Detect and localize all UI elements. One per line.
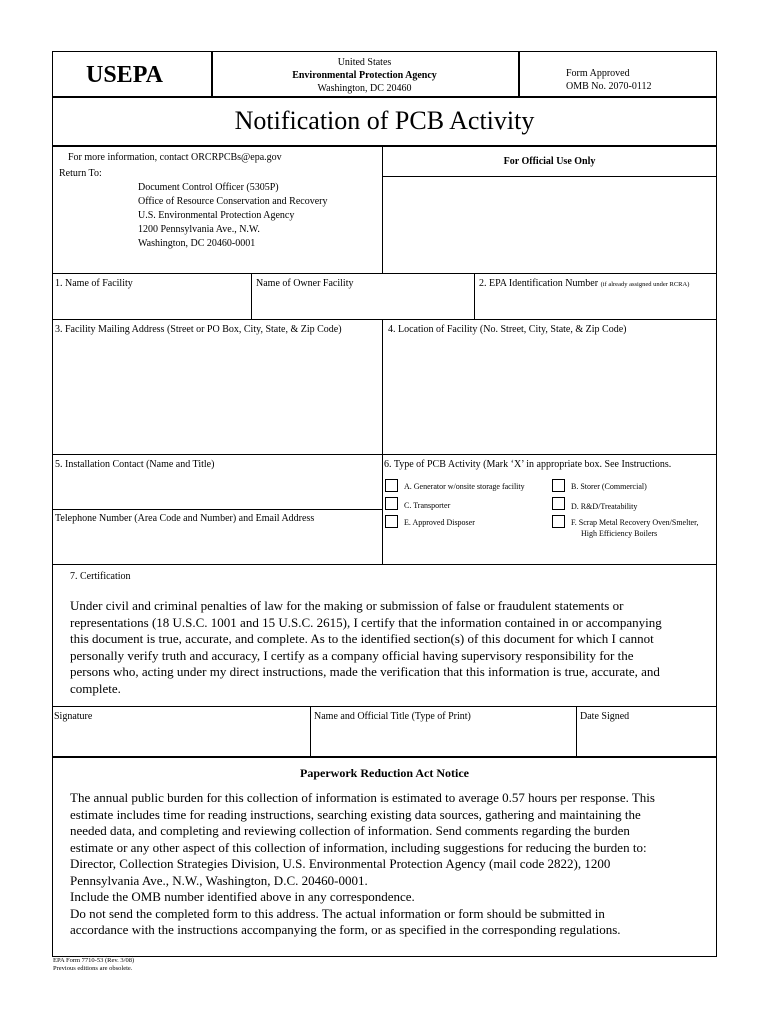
address-line: Document Control Officer (5305P) bbox=[138, 182, 279, 193]
address-line: U.S. Environmental Protection Agency bbox=[138, 210, 295, 221]
certification-line: this document is true, accurate, and complete. As to the identified section(s) of this document for which I cannot bbox=[70, 631, 654, 646]
certification-line: representations (18 U.S.C. 1001 and 15 U.S.C. 2615), I certify that the information contained in or accompanying bbox=[70, 614, 662, 630]
signature-top-rule bbox=[52, 706, 717, 707]
facility-name-label: 1. Name of Facility bbox=[55, 278, 133, 289]
page-title: Notification of PCB Activity bbox=[234, 106, 535, 135]
name-title-label: Name and Official Title (Type of Print) bbox=[314, 711, 471, 722]
certification-heading: 7. Certification bbox=[70, 571, 131, 582]
activity-e-checkbox[interactable] bbox=[385, 515, 398, 528]
activity-f-checkbox[interactable] bbox=[552, 515, 565, 528]
epa-id-field[interactable] bbox=[476, 292, 715, 318]
activity-f-label-line2: High Efficiency Boilers bbox=[581, 529, 658, 538]
form-approved-label: Form Approved bbox=[566, 68, 630, 79]
title-bottom-rule bbox=[52, 145, 717, 147]
paperwork-line: estimate or any other aspect of this collection of information, including suggestions for reducing the burden to: bbox=[70, 839, 647, 855]
paperwork-line: Director, Collection Strategies Division, U.S. Environmental Protection Agency (mail code 2822), 1200 bbox=[70, 856, 611, 871]
signature-bottom-rule bbox=[52, 756, 717, 758]
row1-top-rule bbox=[52, 273, 717, 274]
previous-editions-note: Previous editions are obsolete. bbox=[53, 965, 133, 972]
address-line: Office of Resource Conservation and Recovery bbox=[138, 196, 328, 207]
paperwork-line: Include the OMB number identified above in any correspondence. bbox=[70, 889, 415, 904]
row1-divider-b bbox=[474, 273, 475, 319]
paperwork-line: Do not send the completed form to this address. The actual information or form should be submitted in bbox=[70, 905, 605, 921]
telephone-field[interactable] bbox=[54, 527, 380, 563]
agency-line3: Washington, DC 20460 bbox=[317, 83, 412, 94]
signature-divider-b bbox=[576, 706, 577, 756]
contact-divider-rule bbox=[52, 509, 382, 510]
address-line: 1200 Pennsylvania Ave., N.W. bbox=[138, 224, 260, 235]
paperwork-line: needed data, and completing and reviewing collection of information. Send comments regarding the burden bbox=[70, 823, 630, 838]
installation-contact-label: 5. Installation Contact (Name and Title) bbox=[55, 459, 215, 470]
certification-line: persons who, acting under my direct instructions, made the verification that this information is true, accurate, and bbox=[70, 664, 660, 679]
paperwork-heading: Paperwork Reduction Act Notice bbox=[300, 766, 469, 780]
owner-facility-field[interactable] bbox=[253, 292, 472, 318]
row1-divider-a bbox=[251, 273, 252, 319]
signature-label: Signature bbox=[54, 711, 93, 722]
date-signed-label: Date Signed bbox=[580, 711, 630, 722]
middle-divider bbox=[382, 319, 383, 564]
agency-line1: United States bbox=[337, 57, 392, 68]
activity-e-label: E. Approved Disposer bbox=[404, 518, 475, 527]
header-bottom-rule bbox=[52, 96, 717, 98]
activity-a-label: A. Generator w/onsite storage facility bbox=[404, 482, 525, 491]
epa-id-label: 2. EPA Identification Number (if already assigned under RCRA) bbox=[479, 278, 690, 289]
certification-line: complete. bbox=[70, 680, 121, 696]
location-label: 4. Location of Facility (No. Street, City, State, & Zip Code) bbox=[388, 324, 627, 335]
paperwork-line: estimate includes time for reading instructions, searching existing data sources, gathering and maintaining the bbox=[70, 806, 641, 822]
signature-divider-a bbox=[310, 706, 311, 756]
activity-d-label: D. R&D/Treatability bbox=[571, 502, 638, 511]
activity-c-label: C. Transporter bbox=[404, 501, 451, 510]
activity-d-checkbox[interactable] bbox=[552, 497, 565, 510]
name-title-field[interactable] bbox=[312, 724, 574, 754]
certification-top-rule bbox=[52, 564, 717, 565]
official-use-area bbox=[384, 178, 715, 272]
return-to-label: Return To: bbox=[59, 168, 102, 179]
more-info-text: For more information, contact ORCRPCBs@epa.gov bbox=[68, 152, 282, 163]
mailing-address-label: 3. Facility Mailing Address (Street or PO Box, City, State, & Zip Code) bbox=[55, 324, 342, 335]
row1-bottom-rule bbox=[52, 319, 717, 320]
date-signed-field[interactable] bbox=[578, 724, 715, 754]
row3-top-rule bbox=[52, 454, 717, 455]
paperwork-line: The annual public burden for this collection of information is estimated to average 0.57 hours per response. This bbox=[70, 790, 655, 805]
omb-number: OMB No. 2070-0112 bbox=[566, 81, 652, 92]
official-use-rule bbox=[382, 176, 717, 177]
mailing-address-field[interactable] bbox=[54, 338, 380, 452]
owner-facility-label: Name of Owner Facility bbox=[256, 278, 354, 289]
signature-field[interactable] bbox=[54, 724, 308, 754]
activity-a-checkbox[interactable] bbox=[385, 479, 398, 492]
header-divider-right bbox=[518, 51, 520, 97]
activity-c-checkbox[interactable] bbox=[385, 497, 398, 510]
address-line: Washington, DC 20460-0001 bbox=[138, 238, 256, 249]
installation-contact-field[interactable] bbox=[54, 473, 380, 507]
activity-f-label: F. Scrap Metal Recovery Oven/Smelter, bbox=[571, 518, 699, 527]
activity-b-label: B. Storer (Commercial) bbox=[571, 482, 647, 491]
paperwork-line: accordance with the instructions accompanying the form, or as specified in the corresponding regulations. bbox=[70, 922, 621, 937]
activity-type-label: 6. Type of PCB Activity (Mark ‘X’ in appropriate box. See Instructions. bbox=[384, 459, 672, 470]
agency-short-name: USEPA bbox=[86, 62, 163, 88]
certification-line: personally verify truth and accuracy, I certify as a company official having supervisory responsibility for the bbox=[70, 647, 634, 663]
telephone-label: Telephone Number (Area Code and Number) and Email Address bbox=[55, 513, 315, 524]
form-number: EPA Form 7710-53 (Rev. 3/08) bbox=[53, 957, 135, 964]
agency-line2: Environmental Protection Agency bbox=[292, 70, 437, 81]
paperwork-line: Pennsylvania Ave., N.W., Washington, D.C. 20460-0001. bbox=[70, 872, 368, 888]
official-use-label: For Official Use Only bbox=[503, 156, 596, 167]
location-field[interactable] bbox=[384, 338, 715, 452]
certification-line: Under civil and criminal penalties of law for the making or submission of false or fraudulent statements or bbox=[70, 598, 624, 613]
facility-name-field[interactable] bbox=[54, 292, 249, 318]
activity-b-checkbox[interactable] bbox=[552, 479, 565, 492]
